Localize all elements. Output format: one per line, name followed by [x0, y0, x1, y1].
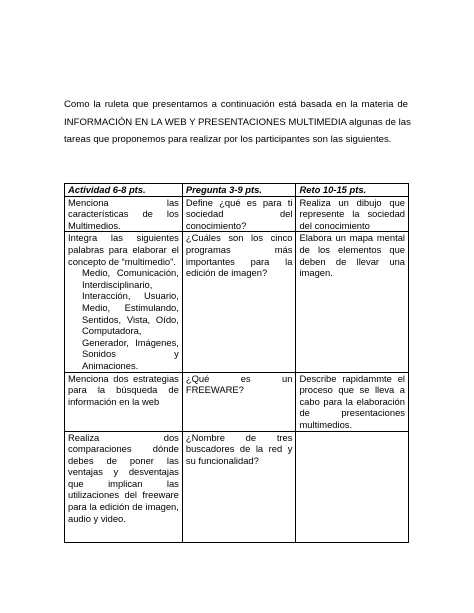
cell-pregunta: Define ¿qué es para ti sociedad del conocimiento?: [182, 196, 296, 232]
header-pregunta: Pregunta 3-9 pts.: [182, 184, 296, 197]
table-row: [65, 232, 409, 372]
table-row: [65, 372, 409, 431]
intro-line-2: INFORMACIÓN EN LA WEB Y PRESENTACIONES MULTIMEDIA algunas de las: [64, 116, 411, 128]
cell-reto: Elabora un mapa mental de los elementos que deben de llevar una imagen.: [296, 232, 409, 372]
tasks-table: [64, 183, 409, 543]
header-actividad: Actividad 6-8 pts.: [65, 184, 183, 197]
intro-line-3: tareas que proponemos para realizar por los participantes son las siguientes.: [64, 134, 392, 145]
cell-actividad: Menciona dos estrategias para la búsqueda de información en la web: [65, 372, 183, 431]
cell-actividad-lead: Integra las siguientes palabras para elaborar el concepto de “multimedio”.: [68, 232, 179, 267]
cell-actividad: Realiza dos comparaciones dónde debes de poner las ventajas y desventajas que implican las utilizaciones del freeware para la edición de imagen, audio y video.: [65, 431, 183, 542]
intro-line-1: Como la ruleta que presentamos a continuación está basada en la materia de: [64, 99, 408, 110]
cell-pregunta: ¿Cuáles son los cinco programas más importantes para la edición de imagen?: [182, 232, 296, 372]
table-row: [65, 196, 409, 232]
table-row: [65, 431, 409, 542]
cell-pregunta: ¿Nombre de tres buscadores de la red y su funcionalidad?: [182, 431, 296, 542]
cell-pregunta: ¿Qué es un FREEWARE?: [182, 372, 296, 431]
cell-actividad: Menciona las características de los Multimedios.: [65, 196, 183, 232]
cell-reto: Realiza un dibujo que represente la sociedad del conocimiento: [296, 196, 409, 232]
intro-paragraph: [64, 96, 411, 149]
cell-actividad: [65, 232, 183, 372]
table-header-row: [65, 184, 409, 197]
cell-actividad-word-list: Medio, Comunicación, Interdisciplinario, Interacción, Usuario, Medio, Estimulando, Sentidos, Vista, Oído, Computadora, Generador, Imágenes, Sonidos y Animaciones.: [82, 267, 179, 371]
cell-reto: Describe rapidammte el proceso que se lleva a cabo para la elaboración de presentaciones multimedios.: [296, 372, 409, 431]
cell-reto: [296, 431, 409, 542]
header-reto: Reto 10-15 pts.: [296, 184, 409, 197]
